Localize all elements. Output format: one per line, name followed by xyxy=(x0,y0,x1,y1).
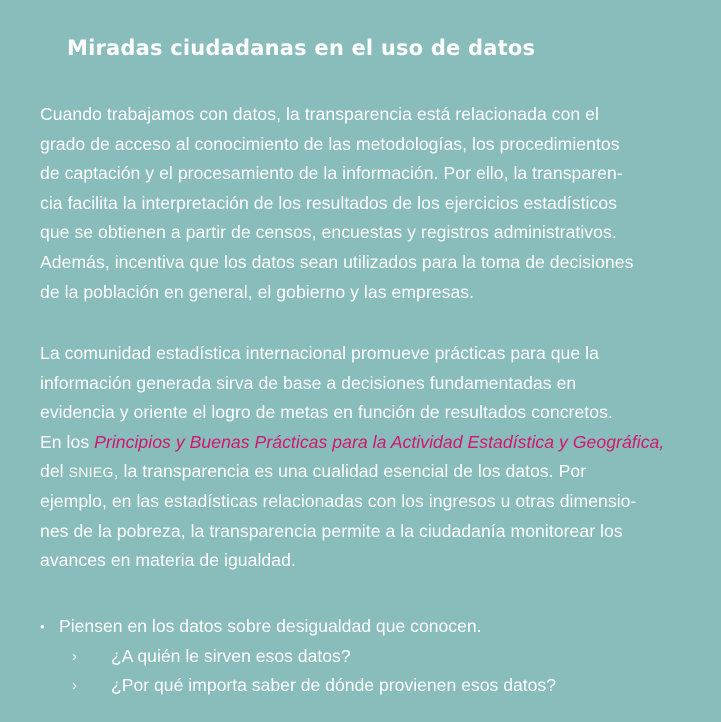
sub-list-item xyxy=(40,671,700,701)
paragraph-international-community xyxy=(40,339,700,576)
bullet-dot-icon: • xyxy=(40,619,45,634)
paragraph-line: de la población en general, el gobierno y las empresas. xyxy=(40,281,475,302)
paragraph-transparency xyxy=(40,100,700,307)
line-prefix: En los xyxy=(40,431,95,452)
chevron-right-icon: › xyxy=(72,647,77,665)
sub-list-item-text: ¿A quién le sirven esos datos? xyxy=(111,645,351,666)
snieg-acronym: SNIEG xyxy=(68,464,114,481)
paragraph-line: avances en materia de igualdad. xyxy=(40,550,296,571)
list-item xyxy=(40,612,700,642)
bullet-list xyxy=(40,612,700,701)
paragraph-line: La comunidad estadística internacional promueve prácticas para que la xyxy=(40,343,599,363)
paragraph-line: de captación y el procesamiento de la información. Por ello, la transparen- xyxy=(40,163,623,184)
line-prefix: del xyxy=(40,461,69,482)
page-title: Miradas ciudadanas en el uso de datos xyxy=(67,36,536,60)
paragraph-line: información generada sirva de base a decisiones fundamentadas en xyxy=(40,372,577,393)
sub-list-item xyxy=(40,642,700,672)
paragraph-line: grado de acceso al conocimiento de las metodologías, los procedimientos xyxy=(40,133,620,154)
list-item-text: Piensen en los datos sobre desigualdad que conocen. xyxy=(59,616,482,636)
chevron-right-icon: › xyxy=(72,677,77,695)
paragraph-line xyxy=(40,428,700,458)
paragraph-line: evidencia y oriente el logro de metas en función de resultados concretos. xyxy=(40,402,613,423)
line-suffix: , la transparencia es una cualidad esencial de los datos. Por xyxy=(113,461,587,482)
paragraph-line: nes de la pobreza, la transparencia permite a la ciudadanía monitorear los xyxy=(40,520,623,541)
paragraph-line xyxy=(40,457,700,487)
paragraph-line: que se obtienen a partir de censos, encuestas y registros administrativos. xyxy=(40,222,617,243)
paragraph-line: cia facilita la interpretación de los resultados de los ejercicios estadísticos xyxy=(40,192,618,213)
paragraph-line: Además, incentiva que los datos sean utilizados para la toma de decisiones xyxy=(40,251,634,272)
paragraph-line: ejemplo, en las estadísticas relacionadas con los ingresos u otras dimensio- xyxy=(40,490,637,511)
paragraph-line: Cuando trabajamos con datos, la transparencia está relacionada con el xyxy=(40,104,599,124)
principles-title-emphasis: Principios y Buenas Prácticas para la Actividad Estadística y Geográfica, xyxy=(94,431,665,452)
sub-list-item-text: ¿Por qué importa saber de dónde provienen esos datos? xyxy=(111,675,557,696)
